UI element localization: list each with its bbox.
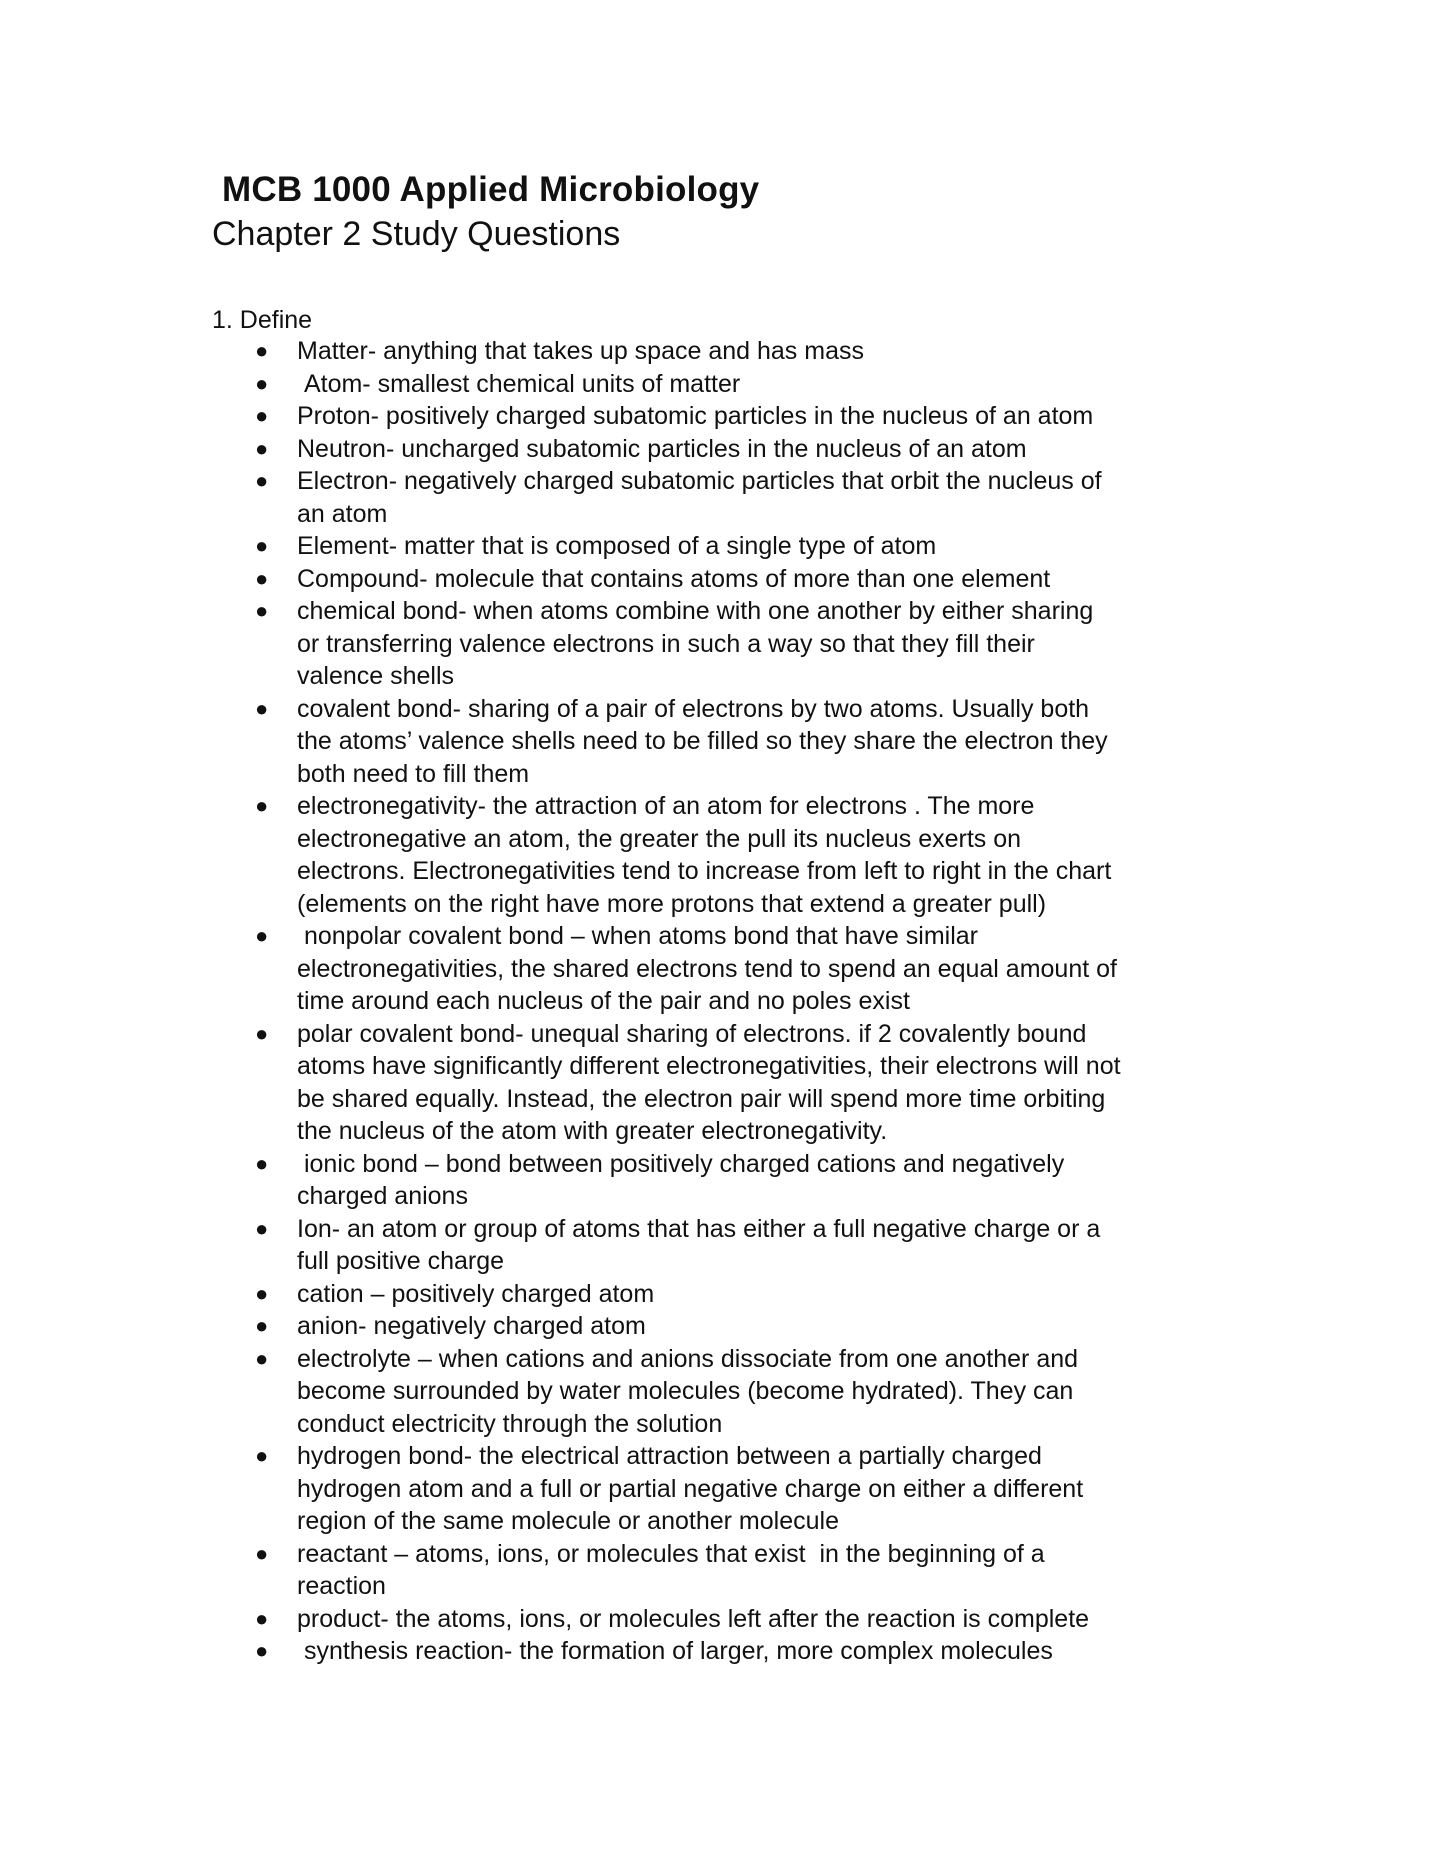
bullet-icon: ● xyxy=(255,695,269,721)
definition-item xyxy=(252,595,1252,693)
definition-line: Atom- smallest chemical units of matter xyxy=(297,369,741,398)
definition-line: hydrogen bond- the electrical attraction between a partially charged xyxy=(297,1442,1042,1470)
definition-line: an atom xyxy=(297,499,388,528)
definition-line: Proton- positively charged subatomic particles in the nucleus of an atom xyxy=(297,402,1094,430)
definition-line: cation – positively charged atom xyxy=(297,1279,655,1308)
definition-line: electronegative an atom, the greater the pull its nucleus exerts on xyxy=(297,824,1022,853)
bullet-icon: ● xyxy=(255,370,269,396)
bullet-icon: ● xyxy=(255,1443,269,1468)
definition-line: atoms have significantly different electronegativities, their electrons will not xyxy=(297,1052,1121,1080)
definition-line: Matter- anything that takes up space and has mass xyxy=(297,337,864,365)
bullet-icon: ● xyxy=(255,793,269,818)
bullet-icon: ● xyxy=(255,338,269,363)
bullet-icon: ● xyxy=(255,1313,269,1338)
definition-line: the nucleus of the atom with greater electronegativity. xyxy=(297,1117,888,1145)
definition-line: electrons. Electronegativities tend to increase from left to right in the chart xyxy=(297,857,1112,885)
definition-line: reactant – atoms, ions, or molecules that exist in the beginning of a xyxy=(297,1539,1045,1568)
bullet-icon: ● xyxy=(255,1215,269,1241)
definition-line: electrolyte – when cations and anions dissociate from one another and xyxy=(297,1344,1079,1373)
course-title: MCB 1000 Applied Microbiology xyxy=(222,170,760,209)
definition-line: covalent bond- sharing of a pair of electrons by two atoms. Usually both xyxy=(297,694,1090,723)
definition-item xyxy=(252,335,1252,368)
question-1-label: 1. Define xyxy=(212,306,313,334)
definition-line: product- the atoms, ions, or molecules left after the reaction is complete xyxy=(297,1604,1090,1633)
definition-line: reaction xyxy=(297,1572,386,1600)
definition-line: time around each nucleus of the pair and no poles exist xyxy=(297,987,910,1015)
definition-line: conduct electricity through the solution xyxy=(297,1409,723,1438)
bullet-icon: ● xyxy=(255,1020,269,1046)
chapter-title: Chapter 2 Study Questions xyxy=(212,215,621,253)
bullet-icon: ● xyxy=(255,923,269,948)
definition-line: become surrounded by water molecules (become hydrated). They can xyxy=(297,1377,1074,1405)
bullet-icon: ● xyxy=(255,533,269,558)
definition-line: hydrogen atom and a full or partial negative charge on either a different xyxy=(297,1474,1084,1503)
definition-line: Element- matter that is composed of a single type of atom xyxy=(297,532,937,560)
definition-line: full positive charge xyxy=(297,1247,505,1275)
definition-item xyxy=(252,1018,1252,1148)
definition-line: polar covalent bond- unequal sharing of electrons. if 2 covalently bound xyxy=(297,1019,1087,1048)
definition-item xyxy=(252,790,1252,920)
definition-line: Neutron- uncharged subatomic particles in the nucleus of an atom xyxy=(297,434,1027,463)
definition-item xyxy=(252,433,1252,466)
definition-line: Electron- negatively charged subatomic particles that orbit the nucleus of xyxy=(297,467,1102,495)
definition-line: the atoms’ valence shells need to be filled so they share the electron they xyxy=(297,727,1108,755)
definition-item xyxy=(252,1310,1252,1343)
definition-line: both need to fill them xyxy=(297,759,530,788)
definition-line: (elements on the right have more protons that extend a greater pull) xyxy=(297,889,1047,918)
bullet-icon: ● xyxy=(255,598,269,623)
definition-item xyxy=(252,1213,1252,1278)
definition-item xyxy=(252,465,1252,530)
definition-line: Ion- an atom or group of atoms that has either a full negative charge or a xyxy=(297,1214,1101,1243)
definition-item xyxy=(252,920,1252,1018)
definition-line: nonpolar covalent bond – when atoms bond that have similar xyxy=(297,922,978,950)
bullet-icon: ● xyxy=(255,1150,269,1176)
definition-line: region of the same molecule or another molecule xyxy=(297,1507,839,1535)
bullet-icon: ● xyxy=(255,1280,269,1306)
bullet-icon: ● xyxy=(255,468,269,493)
definition-item xyxy=(252,563,1252,596)
bullet-icon: ● xyxy=(255,1605,269,1631)
definition-item xyxy=(252,1635,1252,1668)
definition-line: synthesis reaction- the formation of larger, more complex molecules xyxy=(297,1637,1053,1665)
definition-line: valence shells xyxy=(297,662,455,690)
definition-line: ionic bond – bond between positively charged cations and negatively xyxy=(297,1149,1065,1178)
definition-item xyxy=(252,1343,1252,1441)
bullet-icon: ● xyxy=(255,435,269,461)
bullet-icon: ● xyxy=(255,1638,269,1663)
definition-item xyxy=(252,693,1252,791)
definition-item xyxy=(252,368,1252,401)
definition-item xyxy=(252,530,1252,563)
definition-line: electronegativity- the attraction of an atom for electrons . The more xyxy=(297,792,1035,820)
definition-line: anion- negatively charged atom xyxy=(297,1312,646,1340)
definition-item xyxy=(252,1603,1252,1636)
bullet-icon: ● xyxy=(255,1540,269,1566)
definition-line: chemical bond- when atoms combine with one another by either sharing xyxy=(297,597,1094,625)
definition-line: charged anions xyxy=(297,1182,468,1210)
definition-item xyxy=(252,1440,1252,1538)
definition-list xyxy=(252,335,1252,1668)
definition-line: or transferring valence electrons in such a way so that they fill their xyxy=(297,629,1035,658)
definition-item xyxy=(252,1538,1252,1603)
definition-item xyxy=(252,400,1252,433)
definition-item xyxy=(252,1148,1252,1213)
definition-item xyxy=(252,1278,1252,1311)
definition-line: be shared equally. Instead, the electron pair will spend more time orbiting xyxy=(297,1084,1106,1113)
bullet-icon: ● xyxy=(255,565,269,591)
definition-line: Compound- molecule that contains atoms of more than one element xyxy=(297,564,1051,593)
bullet-icon: ● xyxy=(255,403,269,428)
bullet-icon: ● xyxy=(255,1345,269,1371)
definition-line: electronegativities, the shared electrons tend to spend an equal amount of xyxy=(297,954,1117,983)
